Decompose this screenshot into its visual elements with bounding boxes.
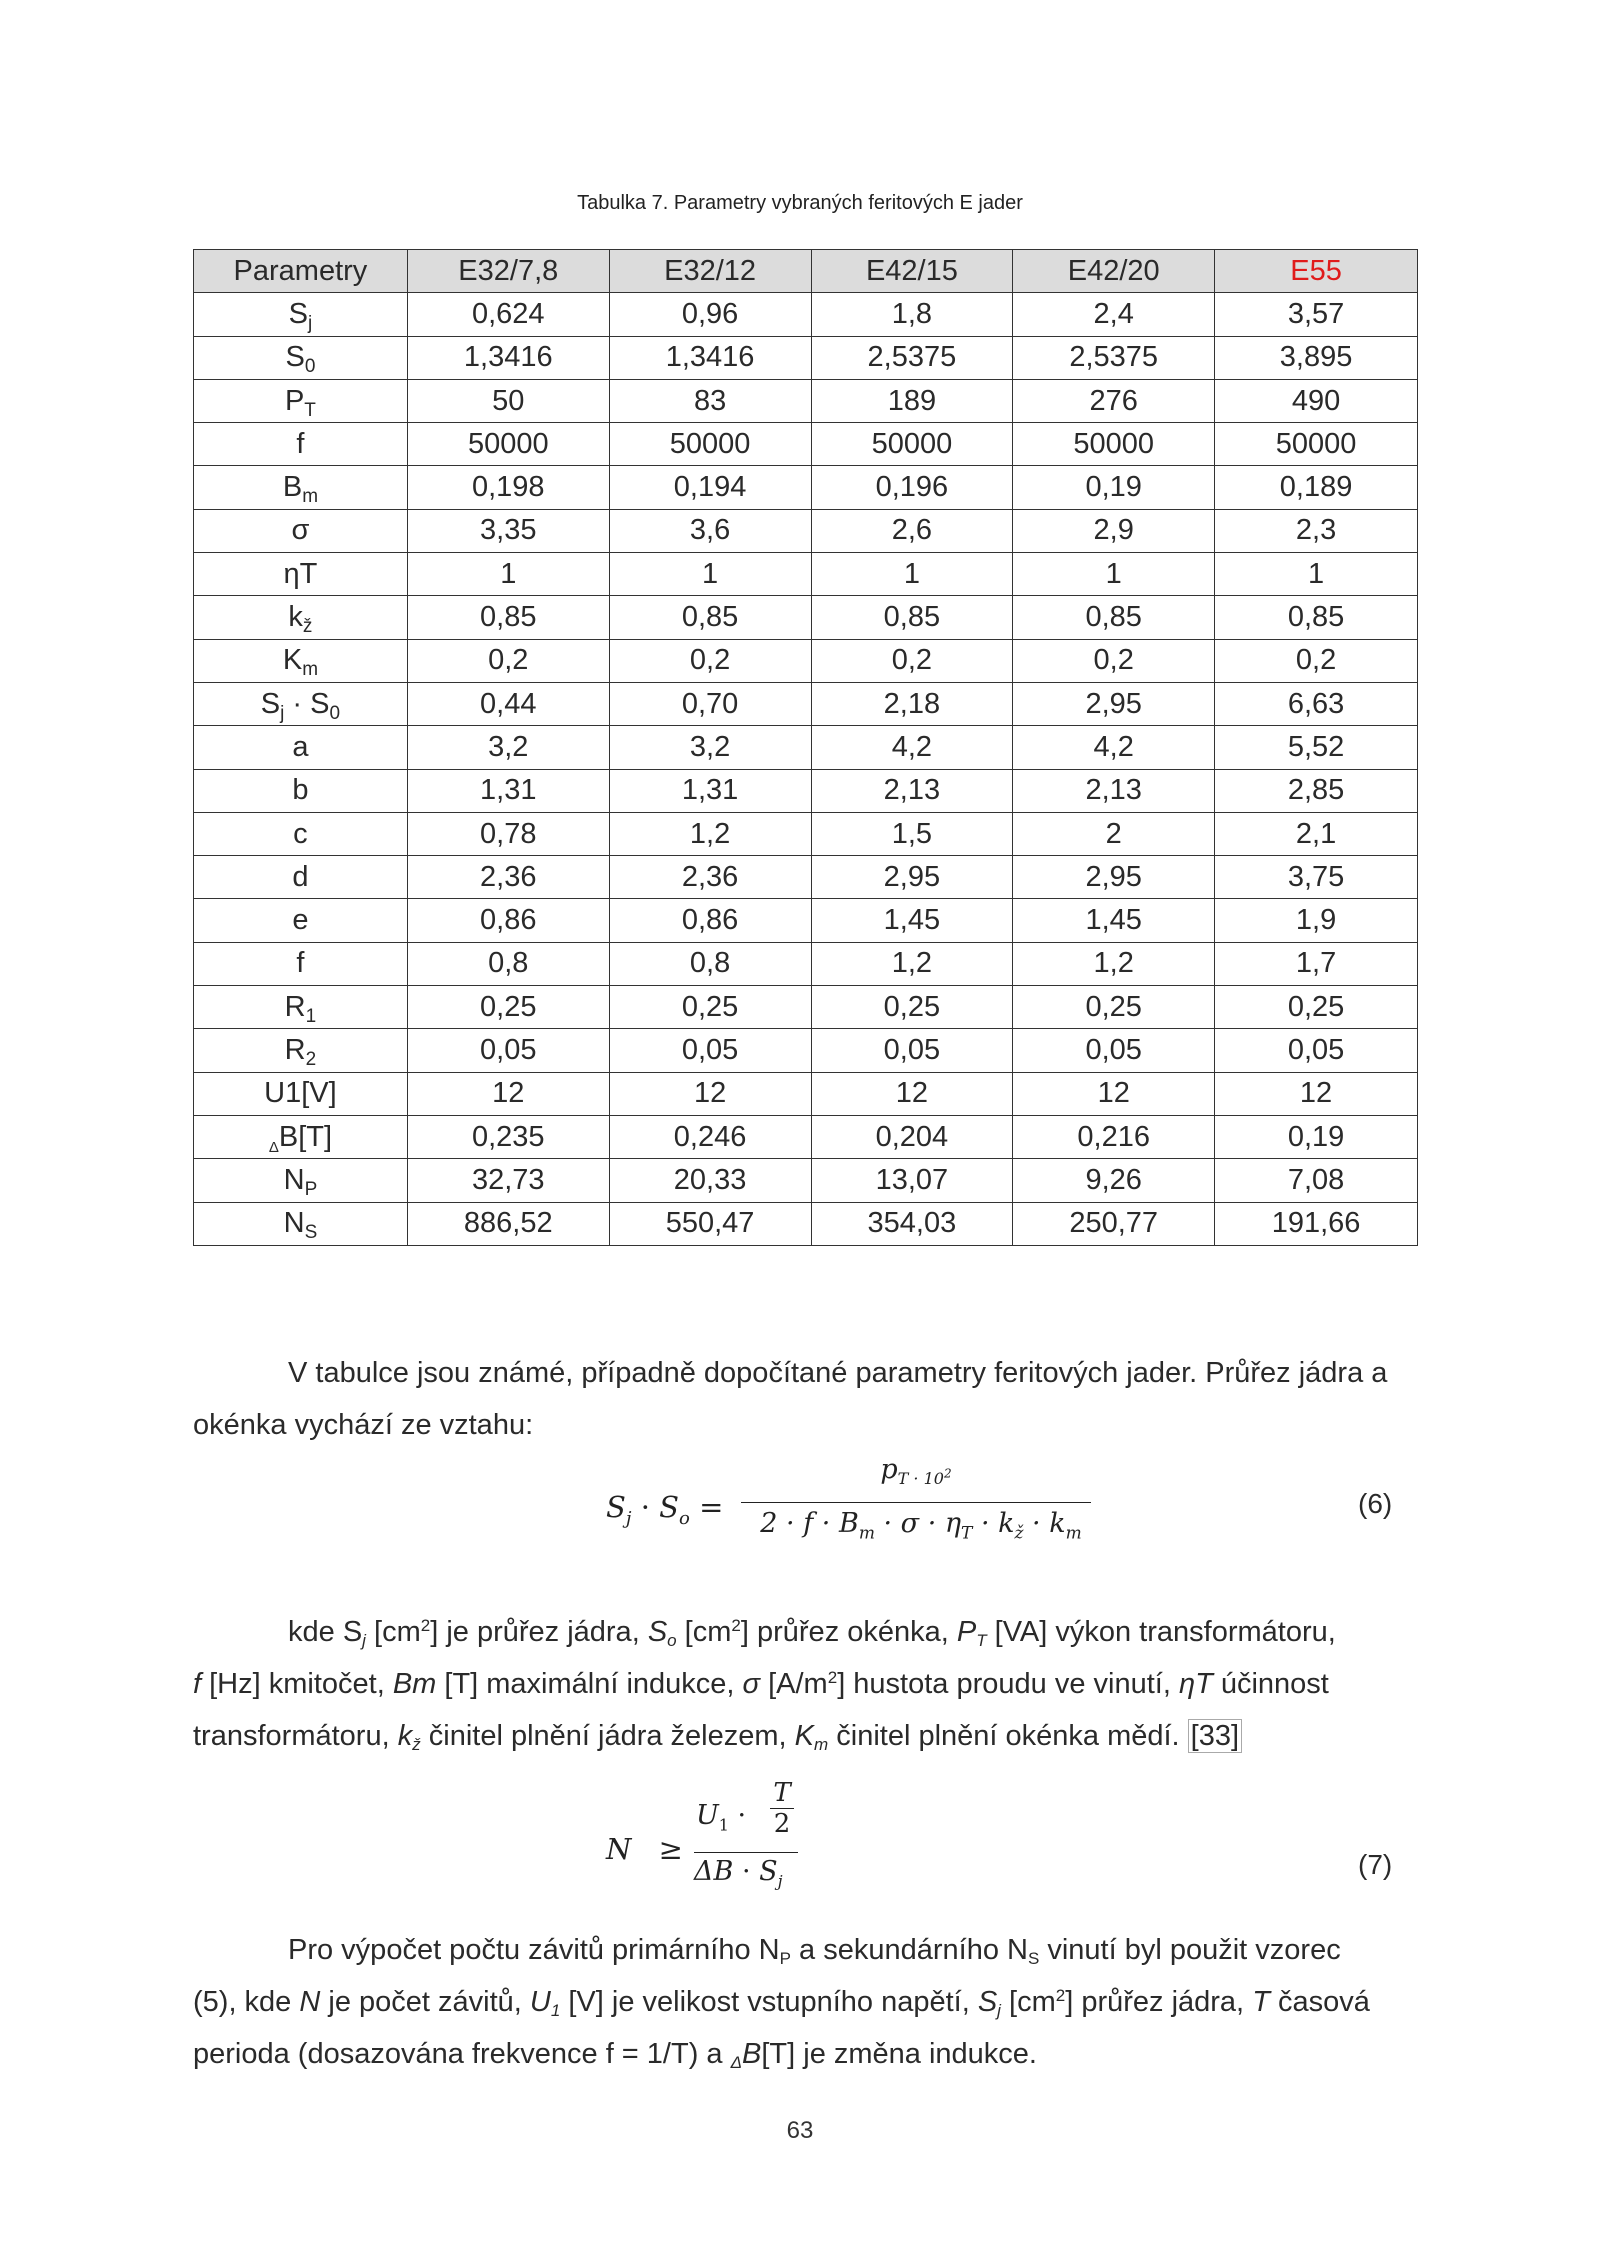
text: j xyxy=(362,1631,366,1650)
row-label-text: S xyxy=(288,297,308,330)
table-cell: 2,5375 xyxy=(1013,336,1215,379)
table-cell: 1,3416 xyxy=(609,336,811,379)
table-cell: 1,5 xyxy=(811,812,1013,855)
table-row xyxy=(194,639,1418,682)
table-cell: 1,31 xyxy=(407,769,609,812)
row-label xyxy=(194,899,408,942)
row-label-text: ηT xyxy=(283,557,318,590)
table-cell: 2,95 xyxy=(811,856,1013,899)
table-cell: 50000 xyxy=(1215,423,1418,466)
paragraph-definitions xyxy=(193,1606,1418,1762)
text: B xyxy=(742,2038,762,2070)
table-cell: 3,35 xyxy=(407,509,609,552)
text: 2 xyxy=(420,1616,431,1635)
table-cell: 50000 xyxy=(407,423,609,466)
text: P xyxy=(956,1616,977,1648)
row-label xyxy=(194,1072,408,1115)
table-cell: 1 xyxy=(1013,553,1215,596)
row-label-text: R xyxy=(284,990,306,1023)
table-cell: 0,194 xyxy=(609,466,811,509)
text: o xyxy=(667,1631,677,1650)
text: a sekundárního N xyxy=(790,1934,1028,1966)
eq6-den-sub: T xyxy=(961,1523,973,1544)
table-header-row xyxy=(194,250,1418,293)
table-cell: 1,2 xyxy=(609,812,811,855)
row-label-sub: 2 xyxy=(305,1048,317,1070)
table-cell: 13,07 xyxy=(811,1159,1013,1202)
text: f xyxy=(193,1668,202,1700)
text: ] průřez jádra, xyxy=(1065,1986,1253,2018)
row-label xyxy=(194,769,408,812)
text: U xyxy=(529,1986,551,2018)
table-cell: 2,5375 xyxy=(811,336,1013,379)
text: [T] maximální indukce, xyxy=(436,1668,743,1700)
row-label-sub: T xyxy=(304,399,316,421)
table-cell: 1 xyxy=(811,553,1013,596)
table-row xyxy=(194,466,1418,509)
row-label-sub: ž xyxy=(302,616,313,638)
table-cell: 5,52 xyxy=(1215,726,1418,769)
table-cell: 0,05 xyxy=(1215,1029,1418,1072)
text: kde S xyxy=(288,1616,363,1648)
eq6-lhs-b-sub: o xyxy=(679,1507,690,1529)
row-label-sub: m xyxy=(302,659,319,681)
table-cell: 0,25 xyxy=(1215,986,1418,1029)
table-cell: 2,6 xyxy=(811,509,1013,552)
table-cell: 2,13 xyxy=(1013,769,1215,812)
row-label-text: e xyxy=(292,904,309,937)
eq6-num-sup: 2 xyxy=(943,1467,952,1482)
equation-7 xyxy=(606,1778,826,1910)
table-cell: 0,25 xyxy=(609,986,811,1029)
parameters-table xyxy=(193,249,1418,1246)
table-cell: 2,3 xyxy=(1215,509,1418,552)
row-label-text: f xyxy=(296,427,305,460)
row-label-text: · S xyxy=(284,687,330,720)
text: S xyxy=(647,1616,668,1648)
row-label-text: B xyxy=(282,471,303,504)
table-cell: 3,2 xyxy=(609,726,811,769)
table-row xyxy=(194,1029,1418,1072)
table-cell: 0,25 xyxy=(811,986,1013,1029)
table-cell: 0,85 xyxy=(1215,596,1418,639)
eq6-den-sub: ž xyxy=(1014,1523,1024,1544)
eq7-num-t: T xyxy=(773,1778,791,1808)
row-label xyxy=(194,812,408,855)
table-cell: 0,05 xyxy=(1013,1029,1215,1072)
text: vinutí byl použit vzorec xyxy=(1039,1934,1341,1966)
text: k xyxy=(397,1720,413,1752)
table-cell: 0,189 xyxy=(1215,466,1418,509)
table-cell: 2,36 xyxy=(609,856,811,899)
table-row xyxy=(194,553,1418,596)
row-label-sub: j xyxy=(307,312,313,334)
table-cell: 3,75 xyxy=(1215,856,1418,899)
header-cell: E32/12 xyxy=(609,250,811,293)
table-cell: 2,85 xyxy=(1215,769,1418,812)
text: ] průřez okénka, xyxy=(740,1616,957,1648)
text: Pro výpočet počtu závitů primárního N xyxy=(288,1934,780,1966)
row-label-text: k xyxy=(288,601,303,634)
row-label-text: N xyxy=(283,1207,305,1240)
table-cell: 2 xyxy=(1013,812,1215,855)
paragraph-intro xyxy=(193,1347,1418,1451)
text: [cm xyxy=(1000,1986,1056,2018)
row-label-sub: m xyxy=(302,486,319,508)
table-cell: 1,7 xyxy=(1215,942,1418,985)
table-cell: 1,45 xyxy=(811,899,1013,942)
row-label xyxy=(194,942,408,985)
table-body xyxy=(194,293,1418,1246)
table-cell: 3,2 xyxy=(407,726,609,769)
table-row xyxy=(194,812,1418,855)
table-cell: 12 xyxy=(609,1072,811,1115)
table-cell: 0,8 xyxy=(609,942,811,985)
table-cell: 0,235 xyxy=(407,1115,609,1158)
table-cell: 2,18 xyxy=(811,682,1013,725)
text: Δ xyxy=(730,2053,743,2072)
table-cell: 886,52 xyxy=(407,1202,609,1245)
text: [VA] výkon transformátoru, xyxy=(986,1616,1336,1648)
table-cell: 2,1 xyxy=(1215,812,1418,855)
text: m xyxy=(814,1735,829,1754)
table-cell: 50 xyxy=(407,379,609,422)
table-cell: 1,45 xyxy=(1013,899,1215,942)
table-row xyxy=(194,379,1418,422)
table-cell: 9,26 xyxy=(1013,1159,1215,1202)
row-label-text: U1[V] xyxy=(264,1077,337,1110)
table-row xyxy=(194,856,1418,899)
table-cell: 1,8 xyxy=(811,293,1013,336)
table-cell: 1 xyxy=(407,553,609,596)
table-row xyxy=(194,596,1418,639)
table-cell: 0,19 xyxy=(1215,1115,1418,1158)
table-cell: 0,624 xyxy=(407,293,609,336)
row-label xyxy=(194,1202,408,1245)
table-cell: 2,95 xyxy=(1013,856,1215,899)
text: Bm xyxy=(392,1668,437,1700)
table-cell: 83 xyxy=(609,379,811,422)
header-cell: E32/7,8 xyxy=(407,250,609,293)
table-cell: 0,85 xyxy=(609,596,811,639)
table-cell: 0,05 xyxy=(811,1029,1013,1072)
eq7-num-dot: · xyxy=(737,1800,747,1831)
eq6-dot: · xyxy=(640,1490,650,1524)
row-label-text: f xyxy=(296,947,305,980)
eq7-den-sub: j xyxy=(777,1871,783,1891)
row-label xyxy=(194,423,408,466)
eq6-lhs-a: S xyxy=(606,1490,626,1524)
text: P xyxy=(779,1949,791,1968)
table-cell: 12 xyxy=(811,1072,1013,1115)
table-row xyxy=(194,1202,1418,1245)
text: S xyxy=(977,1986,998,2018)
table-cell: 0,44 xyxy=(407,682,609,725)
text: K xyxy=(794,1720,815,1752)
row-label xyxy=(194,856,408,899)
row-label-text: b xyxy=(292,774,309,807)
row-label-text: S xyxy=(285,341,305,374)
table-caption: Tabulka 7. Parametry vybraných feritových E jader xyxy=(577,192,1023,214)
row-label-sub: S xyxy=(304,1222,318,1244)
table-row xyxy=(194,293,1418,336)
text: ηT xyxy=(1178,1668,1213,1700)
text: ] je průřez jádra, xyxy=(430,1616,648,1648)
table-cell: 0,70 xyxy=(609,682,811,725)
eq6-den-sub: m xyxy=(1065,1523,1082,1544)
row-label-text: a xyxy=(292,730,309,763)
eq6-num-p: p xyxy=(880,1454,898,1485)
table-cell: 7,08 xyxy=(1215,1159,1418,1202)
row-label-pre-sub: Δ xyxy=(268,1138,279,1156)
row-label-sub: P xyxy=(304,1178,318,1200)
text: ] hustota proudu ve vinutí, xyxy=(837,1668,1179,1700)
table-cell: 2,4 xyxy=(1013,293,1215,336)
eq7-den-s: S xyxy=(759,1856,778,1887)
text: okénka vychází ze vztahu: xyxy=(193,1409,534,1441)
text: T xyxy=(1252,1986,1270,2018)
eq7-ge: ≥ xyxy=(658,1832,683,1866)
eq7-den-dot: · xyxy=(741,1856,751,1887)
text: činitel plnění okénka mědí. xyxy=(828,1720,1188,1752)
table-cell: 550,47 xyxy=(609,1202,811,1245)
row-label-text: N xyxy=(283,1163,305,1196)
table-cell: 0,19 xyxy=(1013,466,1215,509)
table-cell: 0,198 xyxy=(407,466,609,509)
table-cell: 0,05 xyxy=(609,1029,811,1072)
table-row xyxy=(194,336,1418,379)
table-cell: 0,2 xyxy=(407,639,609,682)
table-cell: 0,85 xyxy=(811,596,1013,639)
row-label xyxy=(194,509,408,552)
text: [cm xyxy=(676,1616,732,1648)
text: [cm xyxy=(365,1616,421,1648)
table-cell: 12 xyxy=(407,1072,609,1115)
row-label xyxy=(194,986,408,1029)
eq6-den-k2: · k xyxy=(1023,1508,1066,1539)
table-row xyxy=(194,1072,1418,1115)
eq7-lhs: N xyxy=(606,1832,632,1866)
text: ž xyxy=(412,1735,421,1754)
table-cell: 50000 xyxy=(609,423,811,466)
row-label xyxy=(194,639,408,682)
row-label xyxy=(194,596,408,639)
text: 1 xyxy=(550,2001,561,2020)
header-cell: Parametry xyxy=(194,250,408,293)
table-cell: 0,85 xyxy=(407,596,609,639)
table-cell: 0,86 xyxy=(407,899,609,942)
row-label xyxy=(194,1029,408,1072)
table-cell: 1,2 xyxy=(1013,942,1215,985)
table-cell: 0,216 xyxy=(1013,1115,1215,1158)
row-label-text: S xyxy=(260,687,281,720)
table-cell: 12 xyxy=(1013,1072,1215,1115)
row-label xyxy=(194,553,408,596)
table-cell: 189 xyxy=(811,379,1013,422)
table-cell: 0,196 xyxy=(811,466,1013,509)
table-row xyxy=(194,986,1418,1029)
row-label-sub: j xyxy=(280,702,285,724)
eq7-num-two: 2 xyxy=(770,1808,794,1839)
eq6-fraction-bar xyxy=(741,1502,1091,1503)
table-cell: 0,25 xyxy=(1013,986,1215,1029)
row-label-text: c xyxy=(293,817,308,850)
row-label xyxy=(194,726,408,769)
equation-6 xyxy=(606,1454,1126,1552)
table-row xyxy=(194,942,1418,985)
row-label xyxy=(194,1159,408,1202)
equation-7-number: (7) xyxy=(1358,1849,1393,1880)
header-cell-highlighted: E55 xyxy=(1215,250,1418,293)
row-label-text: d xyxy=(292,860,309,893)
table-cell: 2,36 xyxy=(407,856,609,899)
table-cell: 0,2 xyxy=(811,639,1013,682)
table-cell: 0,05 xyxy=(407,1029,609,1072)
text: [A/m xyxy=(760,1668,828,1700)
text: [Hz] kmitočet, xyxy=(201,1668,393,1700)
equation-6-number: (6) xyxy=(1358,1488,1393,1519)
eq7-fraction-bar xyxy=(694,1852,798,1853)
text: 2 xyxy=(731,1616,741,1635)
table-cell: 0,2 xyxy=(1215,639,1418,682)
table-cell: 0,8 xyxy=(407,942,609,985)
table-cell: 2,13 xyxy=(811,769,1013,812)
table-cell: 3,57 xyxy=(1215,293,1418,336)
text: transformátoru, xyxy=(193,1720,398,1752)
table-cell: 0,204 xyxy=(811,1115,1013,1158)
table-cell: 0,78 xyxy=(407,812,609,855)
table-cell: 250,77 xyxy=(1013,1202,1215,1245)
eq7-num-sub: 1 xyxy=(718,1815,729,1835)
eq6-equals: = xyxy=(699,1490,724,1524)
row-label-sub: 1 xyxy=(305,1005,317,1027)
table-cell: 354,03 xyxy=(811,1202,1013,1245)
row-label-text: σ xyxy=(291,514,310,547)
text: činitel plnění jádra železem, xyxy=(420,1720,795,1752)
table-cell: 2,95 xyxy=(1013,682,1215,725)
table-cell: 12 xyxy=(1215,1072,1418,1115)
table-row xyxy=(194,726,1418,769)
eq6-den-k: · k xyxy=(972,1508,1015,1539)
table-row xyxy=(194,1115,1418,1158)
table-cell: 4,2 xyxy=(1013,726,1215,769)
text: 2 xyxy=(1055,1986,1066,2005)
eq7-num-u: U xyxy=(696,1800,719,1831)
row-label-sub: 0 xyxy=(329,702,341,724)
row-label xyxy=(194,682,408,725)
row-label xyxy=(194,466,408,509)
table-cell: 1,3416 xyxy=(407,336,609,379)
row-label xyxy=(194,293,408,336)
text: je počet závitů, xyxy=(320,1986,530,2018)
text: j xyxy=(997,2001,1001,2020)
row-label xyxy=(194,336,408,379)
header-cell: E42/20 xyxy=(1013,250,1215,293)
citation-link[interactable]: [33] xyxy=(1188,1719,1242,1753)
text: účinnost xyxy=(1212,1668,1329,1700)
row-label-text: B[T] xyxy=(278,1120,333,1153)
table-cell: 0,2 xyxy=(609,639,811,682)
table-row xyxy=(194,509,1418,552)
row-label xyxy=(194,379,408,422)
text: perioda (dosazována frekvence f = 1/T) a xyxy=(193,2038,731,2070)
table-cell: 276 xyxy=(1013,379,1215,422)
table-cell: 0,246 xyxy=(609,1115,811,1158)
eq7-den-db: ΔB xyxy=(694,1856,734,1887)
eq6-den-mid: · σ · η xyxy=(874,1508,962,1539)
eq6-lhs-b: S xyxy=(659,1490,679,1524)
text: [V] je velikost vstupního napětí, xyxy=(560,1986,978,2018)
text: (5), kde xyxy=(193,1986,300,2018)
table-cell: 3,895 xyxy=(1215,336,1418,379)
table-row xyxy=(194,1159,1418,1202)
table-cell: 1 xyxy=(1215,553,1418,596)
eq6-num-sub: T · 10 xyxy=(897,1469,944,1489)
paragraph-turns xyxy=(193,1924,1418,2080)
table-row xyxy=(194,682,1418,725)
table-cell: 1,9 xyxy=(1215,899,1418,942)
table-cell: 3,6 xyxy=(609,509,811,552)
table-cell: 1 xyxy=(609,553,811,596)
header-cell: E42/15 xyxy=(811,250,1013,293)
table-row xyxy=(194,769,1418,812)
table-cell: 0,2 xyxy=(1013,639,1215,682)
eq6-lhs-a-sub: j xyxy=(625,1507,632,1529)
table-cell: 0,85 xyxy=(1013,596,1215,639)
table-row xyxy=(194,423,1418,466)
text: N xyxy=(299,1986,321,2018)
table-cell: 4,2 xyxy=(811,726,1013,769)
table-cell: 50000 xyxy=(811,423,1013,466)
page-number: 63 xyxy=(786,2117,814,2144)
text: σ xyxy=(742,1668,761,1700)
table-cell: 20,33 xyxy=(609,1159,811,1202)
text: T xyxy=(976,1631,987,1650)
table-cell: 6,63 xyxy=(1215,682,1418,725)
table-cell: 191,66 xyxy=(1215,1202,1418,1245)
eq6-den-sub: m xyxy=(858,1523,875,1544)
table-cell: 0,96 xyxy=(609,293,811,336)
table-cell: 1,31 xyxy=(609,769,811,812)
row-label xyxy=(194,1115,408,1158)
table-cell: 2,9 xyxy=(1013,509,1215,552)
table-cell: 0,25 xyxy=(407,986,609,1029)
text: S xyxy=(1027,1949,1040,1968)
text: V tabulce jsou známé, případně dopočítané parametry feritových jader. Průřez jádra a xyxy=(288,1357,1388,1389)
table-cell: 0,86 xyxy=(609,899,811,942)
eq6-den: 2 · f · B xyxy=(760,1508,859,1539)
table-cell: 32,73 xyxy=(407,1159,609,1202)
text: 2 xyxy=(827,1668,838,1687)
table-cell: 490 xyxy=(1215,379,1418,422)
text: časová xyxy=(1269,1986,1370,2018)
text: [T] je změna indukce. xyxy=(761,2038,1037,2070)
table-cell: 1,2 xyxy=(811,942,1013,985)
row-label-text: K xyxy=(282,644,303,677)
row-label-text: P xyxy=(284,384,305,417)
row-label-sub: 0 xyxy=(304,356,316,378)
table-cell: 50000 xyxy=(1013,423,1215,466)
table-row xyxy=(194,899,1418,942)
row-label-text: R xyxy=(284,1033,306,1066)
